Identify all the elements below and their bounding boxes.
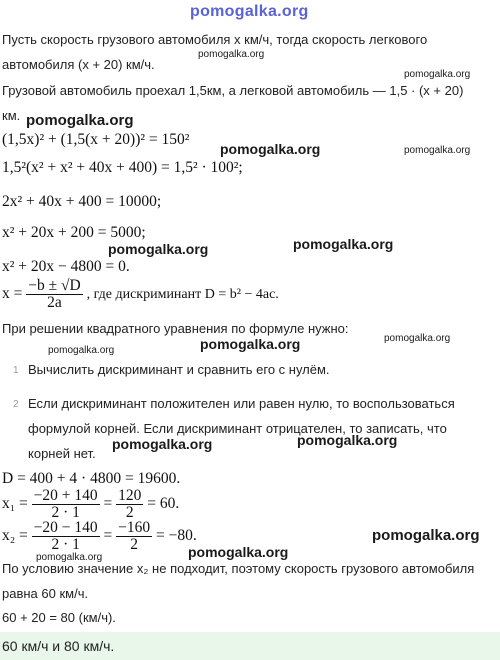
x2-denominator-1: 2 · 1	[51, 536, 80, 553]
watermark-8: pomogalka.org	[384, 333, 451, 344]
step-2-number: 2	[13, 399, 19, 410]
rule-intro: При решении квадратного уравнения по формуле нужно:	[2, 321, 349, 336]
step-2-text-line-2: формулой корней. Если дискриминант отрицателен, то записать, что	[28, 421, 447, 436]
x1-numerator-1: −20 + 140	[33, 487, 98, 504]
x2-numerator-1: −20 − 140	[33, 519, 98, 536]
equation-3: 2x² + 40x + 400 = 10000;	[2, 193, 162, 210]
speed-sum: 60 + 20 = 80 (км/ч).	[2, 610, 116, 625]
watermark-5: pomogalka.org	[404, 145, 471, 156]
problem-text-line-2: автомобиля (x + 20) км/ч.	[2, 57, 155, 72]
watermark-3: pomogalka.org	[26, 112, 134, 129]
answer-text: 60 км/ч и 80 км/ч.	[2, 638, 115, 654]
step-2-text-line-1: Если дискриминант положителен или равен нулю, то воспользоваться	[28, 396, 455, 411]
site-header[interactable]: pomogalka.org	[190, 3, 309, 20]
x1-denominator-1: 2 · 1	[51, 504, 80, 521]
formula-numerator: −b ± √D	[28, 277, 81, 294]
problem-text-line-3: Грузовой автомобиль проехал 1,5км, а легковой автомобиль — 1,5 · (x + 20)	[2, 83, 464, 98]
condition-text-line-1: По условию значение x₂ не подходит, поэтому скорость грузового автомобиля	[2, 561, 475, 576]
step-1-text: Вычислить дискриминант и сравнить его с нулём.	[28, 362, 330, 377]
x1-equals: =	[103, 495, 113, 513]
watermark-4: pomogalka.org	[220, 141, 321, 157]
step-1-number: 1	[13, 365, 19, 376]
watermark-15: pomogalka.org	[36, 552, 103, 563]
equation-2: 1,5²(x² + x² + 40x + 400) = 1,5² · 100²;	[2, 159, 243, 176]
watermark-2: pomogalka.org	[404, 69, 471, 80]
watermark-11: pomogalka.org	[297, 432, 398, 448]
x2-numerator-2: −160	[118, 519, 151, 536]
answer-bar	[0, 632, 500, 660]
formula-lhs: x =	[2, 285, 23, 303]
watermark-12: pomogalka.org	[112, 436, 213, 452]
formula-fraction	[26, 278, 82, 311]
x2-result: = −80.	[156, 527, 197, 545]
problem-text-line-1: Пусть скорость грузового автомобиля x км/ч, тогда скорость легкового	[2, 32, 428, 47]
watermark-6: pomogalka.org	[293, 236, 394, 252]
x1-lhs: x₁ =	[2, 495, 28, 513]
quadratic-formula-line	[2, 278, 279, 311]
formula-discriminant-note: , где дискриминант D = b² − 4ac.	[86, 287, 279, 303]
x1-numerator-2: 120	[118, 487, 142, 504]
x2-lhs: x₂ =	[2, 527, 28, 545]
x2-fraction-1	[32, 520, 100, 553]
watermark-14: pomogalka.org	[188, 544, 289, 560]
root-x1-line	[2, 488, 179, 521]
x2-equals: =	[103, 527, 113, 545]
x1-fraction-1	[32, 488, 100, 521]
root-x2-line	[2, 520, 197, 553]
watermark-9: pomogalka.org	[200, 336, 301, 352]
x2-fraction-2	[116, 520, 152, 553]
x1-result: = 60.	[147, 495, 180, 513]
watermark-10: pomogalka.org	[48, 345, 115, 356]
x1-denominator-2: 2	[125, 504, 134, 521]
problem-text-line-4: км.	[2, 108, 21, 123]
watermark-7: pomogalka.org	[108, 241, 209, 257]
watermark-1: pomogalka.org	[198, 49, 265, 60]
equation-1: (1,5x)² + (1,5(x + 20))² = 150²	[2, 131, 190, 148]
x2-denominator-2: 2	[130, 536, 139, 553]
formula-denominator: 2a	[47, 294, 62, 311]
condition-text-line-2: равна 60 км/ч.	[2, 586, 89, 601]
equation-5: x² + 20x − 4800 = 0.	[2, 258, 130, 275]
x1-fraction-2	[116, 488, 143, 521]
watermark-13: pomogalka.org	[372, 527, 480, 544]
discriminant-calc: D = 400 + 4 · 4800 = 19600.	[2, 470, 181, 487]
step-2-text-line-3: корней нет.	[28, 446, 96, 461]
equation-4: x² + 20x + 200 = 5000;	[2, 224, 146, 241]
